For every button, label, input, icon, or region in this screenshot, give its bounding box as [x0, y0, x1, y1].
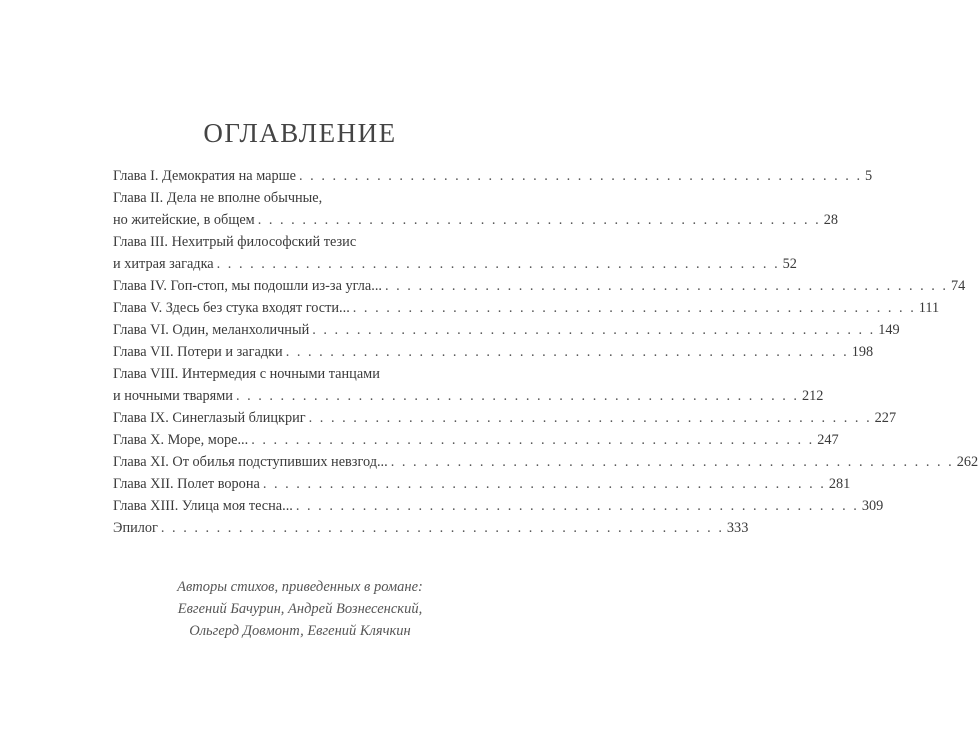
toc-entry-line — [113, 165, 873, 187]
toc-entry-line — [113, 253, 797, 275]
toc-entry-title: Глава XII. Полет ворона — [113, 476, 260, 492]
toc-page-number: 333 — [726, 520, 749, 536]
toc-page-number: 281 — [828, 476, 851, 492]
toc-entry-line — [113, 407, 897, 429]
toc-dot-leader: . . . . . . . . . . . . . . . . . . . . . . . . . . . . . . . . . . . . . . . . . . . . . . . . . . . — [390, 454, 954, 470]
toc-entry-line — [113, 275, 966, 297]
toc-dot-leader: . . . . . . . . . . . . . . . . . . . . . . . . . . . . . . . . . . . . . . . . . . . . . . . . . . . — [251, 432, 815, 448]
toc-entry-line-continued — [113, 187, 457, 209]
credits-line: Ольгерд Довмонт, Евгений Клячкин — [189, 623, 411, 639]
toc-page-number: 309 — [861, 498, 884, 514]
toc-entry-line — [113, 385, 824, 407]
toc-entry — [113, 517, 749, 539]
toc-dot-leader: . . . . . . . . . . . . . . . . . . . . . . . . . . . . . . . . . . . . . . . . . . . . . . . . . . . — [160, 520, 724, 536]
toc-dot-leader: . . . . . . . . . . . . . . . . . . . . . . . . . . . . . . . . . . . . . . . . . . . . . . . . . . . — [299, 168, 863, 184]
toc-entry-title: Глава XIII. Улица моя тесна... — [113, 498, 293, 514]
toc-entry-line-continued — [113, 231, 457, 253]
toc-page-number: 247 — [817, 432, 839, 448]
toc-entry — [113, 363, 824, 407]
toc-entry-title: Глава VIII. Интермедия с ночными танцами — [113, 366, 380, 382]
toc-entry-title: Глава V. Здесь без стука входят гости... — [113, 300, 350, 316]
credits-line: Авторы стихов, приведенных в романе: — [177, 579, 423, 595]
toc-dot-leader: . . . . . . . . . . . . . . . . . . . . . . . . . . . . . . . . . . . . . . . . . . . . . . . . . . . — [295, 498, 859, 514]
toc-entry-line — [113, 451, 978, 473]
toc-entry-line — [113, 297, 940, 319]
toc-dot-leader: . . . . . . . . . . . . . . . . . . . . . . . . . . . . . . . . . . . . . . . . . . . . . . . . . . . — [235, 388, 799, 404]
toc-entry-line — [113, 319, 900, 341]
toc-entry-line — [113, 517, 749, 539]
toc-entry-title: но житейские, в общем — [113, 212, 255, 228]
toc-entry — [113, 165, 873, 187]
toc-page-number: 149 — [878, 322, 900, 338]
toc-entry-title: Глава I. Демократия на марше — [113, 168, 297, 184]
toc-entry-title: Глава IX. Синеглазый блицкриг — [113, 410, 306, 426]
toc-page-number: 198 — [851, 344, 874, 360]
toc-page-number: 262 — [956, 454, 978, 470]
toc-entry-line — [113, 429, 839, 451]
toc-entry-line — [113, 341, 874, 363]
toc-dot-leader: . . . . . . . . . . . . . . . . . . . . . . . . . . . . . . . . . . . . . . . . . . . . . . . . . . . — [216, 256, 780, 272]
toc-page-number: 212 — [801, 388, 824, 404]
toc-dot-leader: . . . . . . . . . . . . . . . . . . . . . . . . . . . . . . . . . . . . . . . . . . . . . . . . . . . — [285, 344, 849, 360]
toc-entry-title: Эпилог — [113, 520, 158, 536]
toc-entry — [113, 473, 851, 495]
toc-entry-line — [113, 209, 839, 231]
toc-entry-title: Глава IV. Гоп-стоп, мы подошли из-за угла... — [113, 278, 382, 294]
toc-entry — [113, 275, 966, 297]
toc-entry — [113, 429, 839, 451]
toc-entry-title: Глава III. Нехитрый философский тезис — [113, 234, 357, 250]
toc-dot-leader: . . . . . . . . . . . . . . . . . . . . . . . . . . . . . . . . . . . . . . . . . . . . . . . . . . . — [352, 300, 916, 316]
toc-entry-title: Глава VII. Потери и загадки — [113, 344, 283, 360]
toc-dot-leader: . . . . . . . . . . . . . . . . . . . . . . . . . . . . . . . . . . . . . . . . . . . . . . . . . . . — [385, 278, 948, 294]
toc-dot-leader: . . . . . . . . . . . . . . . . . . . . . . . . . . . . . . . . . . . . . . . . . . . . . . . . . . . — [262, 476, 826, 492]
table-of-contents — [113, 165, 978, 539]
toc-entry — [113, 451, 978, 473]
toc-entry-title: и ночными тварями — [113, 388, 233, 404]
toc-entry-title: Глава XI. От обилья подступивших невзгод... — [113, 454, 388, 470]
credits-line: Евгений Бачурин, Андрей Вознесенский, — [177, 601, 423, 617]
toc-entry — [113, 495, 884, 517]
toc-entry-line — [113, 495, 884, 517]
poem-authors-credits — [0, 576, 600, 642]
toc-dot-leader: . . . . . . . . . . . . . . . . . . . . . . . . . . . . . . . . . . . . . . . . . . . . . . . . . . . — [312, 322, 876, 338]
toc-entry-line-continued — [113, 363, 457, 385]
toc-entry — [113, 407, 897, 429]
toc-entry — [113, 187, 839, 231]
toc-entry — [113, 231, 797, 275]
toc-page-number: 52 — [782, 256, 797, 272]
toc-entry-line — [113, 473, 851, 495]
toc-dot-leader: . . . . . . . . . . . . . . . . . . . . . . . . . . . . . . . . . . . . . . . . . . . . . . . . . . . — [308, 410, 872, 426]
toc-page-number: 5 — [865, 168, 873, 184]
toc-entry — [113, 297, 940, 319]
toc-entry-title: Глава X. Море, море... — [113, 432, 249, 448]
toc-entry-title: Глава II. Дела не вполне обычные, — [113, 190, 323, 206]
toc-page-number: 28 — [823, 212, 839, 228]
toc-page-number: 111 — [918, 300, 940, 316]
toc-entry — [113, 319, 900, 341]
toc-page-number: 227 — [874, 410, 897, 426]
page-title: ОГЛАВЛЕНИЕ — [203, 118, 397, 148]
toc-page-number: 74 — [951, 278, 966, 294]
toc-dot-leader: . . . . . . . . . . . . . . . . . . . . . . . . . . . . . . . . . . . . . . . . . . . . . . . . . . . — [257, 212, 821, 228]
toc-entry — [113, 341, 874, 363]
toc-entry-title: и хитрая загадка — [113, 256, 214, 272]
toc-entry-title: Глава VI. Один, меланхоличный — [113, 322, 310, 338]
